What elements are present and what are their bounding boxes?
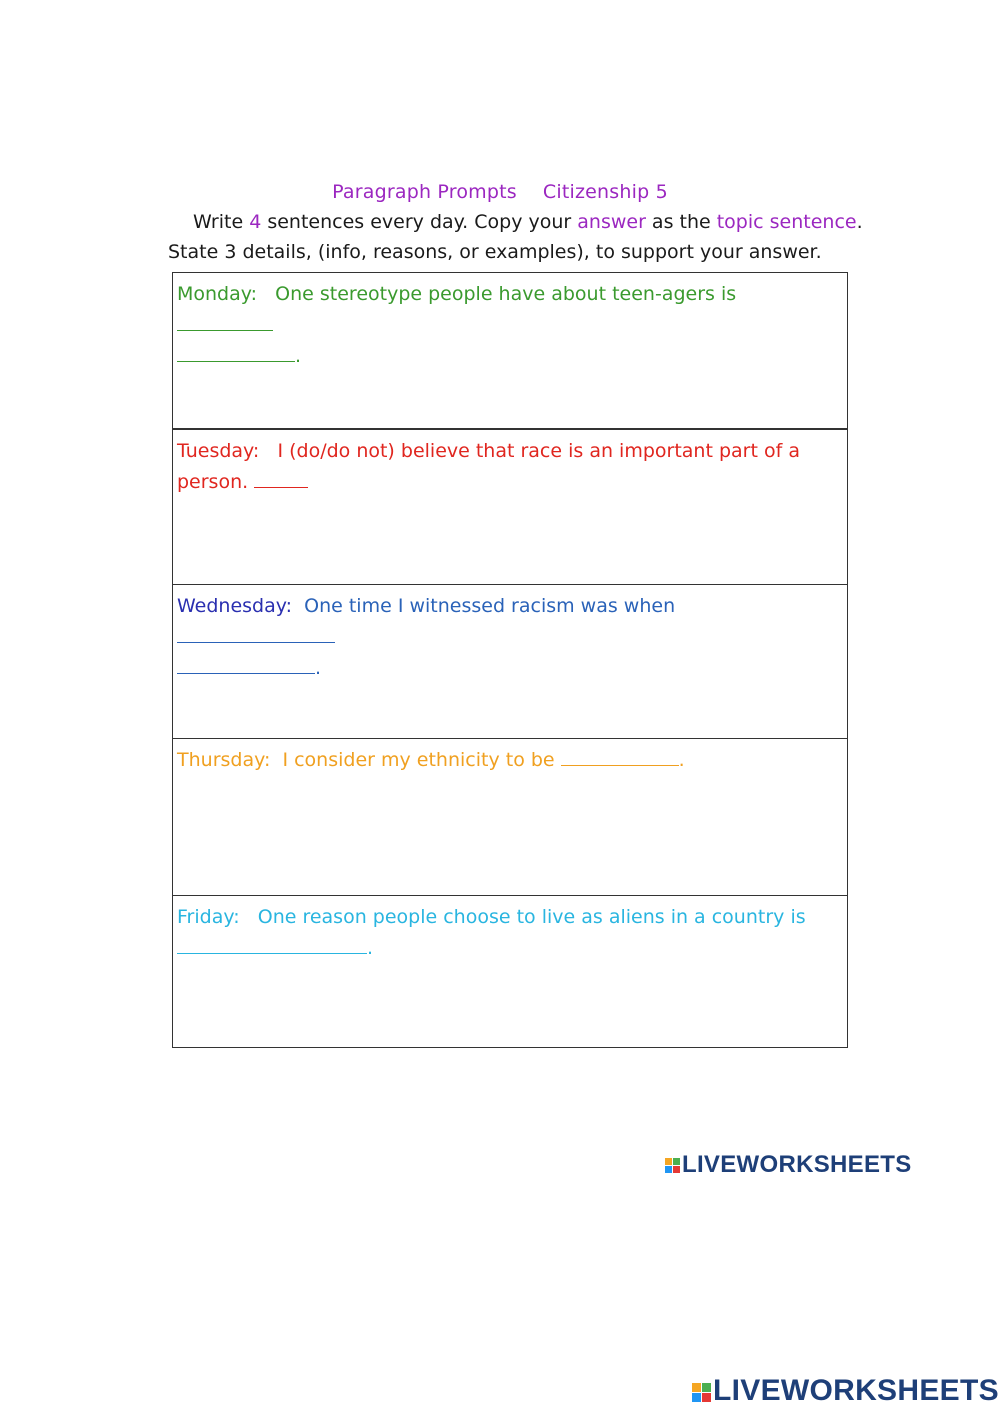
page-title <box>0 181 1000 203</box>
instruction-text: sentences every day. Copy your <box>261 211 578 233</box>
answer-blank[interactable] <box>177 345 295 362</box>
prompt-sentence: I consider my ethnicity to be <box>282 749 555 771</box>
instruction-text: as the <box>645 211 717 233</box>
title-left: Paragraph Prompts <box>332 181 517 203</box>
instruction-topic-word: topic sentence <box>716 211 857 233</box>
prompt-text <box>177 745 833 776</box>
prompt-table <box>172 272 848 1048</box>
prompt-sentence: One stereotype people have about teen-agers is <box>275 283 737 305</box>
prompt-end: . <box>295 345 302 367</box>
instruction-line-2: State 3 details, (info, reasons, or examples), to support your answer. <box>168 241 822 263</box>
prompt-row-wednesday[interactable] <box>173 585 847 738</box>
answer-blank[interactable] <box>177 626 335 643</box>
answer-blank[interactable] <box>254 471 308 488</box>
logo-text: LIVEWORKSHEETS <box>682 1151 912 1178</box>
liveworksheets-mark-icon <box>692 1383 711 1402</box>
day-label: Thursday: <box>177 749 271 771</box>
liveworksheets-logo-bottom <box>692 1374 999 1408</box>
day-label: Tuesday: <box>177 440 260 462</box>
day-label: Wednesday: <box>177 595 293 617</box>
prompt-sentence: I (do/do not) believe that race is an important part of a person. <box>177 440 800 493</box>
prompt-end: . <box>315 657 322 679</box>
prompt-sentence: One reason people choose to live as aliens in a country is <box>257 906 806 928</box>
prompt-sentence: One time I witnessed racism was when <box>304 595 676 617</box>
answer-blank[interactable] <box>177 314 273 331</box>
prompt-text <box>177 279 833 372</box>
day-label: Monday: <box>177 283 258 305</box>
prompt-text <box>177 591 833 684</box>
instruction-answer-word: answer <box>577 211 646 233</box>
day-label: Friday: <box>177 906 240 928</box>
instruction-text: . <box>856 211 863 233</box>
prompt-end: . <box>678 749 685 771</box>
prompt-text <box>177 902 833 964</box>
title-right: Citizenship 5 <box>542 181 668 203</box>
prompt-text <box>177 436 833 498</box>
prompt-row-monday[interactable] <box>173 273 847 428</box>
instruction-count: 4 <box>249 211 262 233</box>
prompt-row-tuesday[interactable] <box>173 430 847 583</box>
answer-blank[interactable] <box>561 749 679 766</box>
answer-blank[interactable] <box>177 937 367 954</box>
liveworksheets-logo <box>665 1151 912 1179</box>
prompt-row-thursday[interactable] <box>173 739 847 895</box>
prompt-row-friday[interactable] <box>173 896 847 1046</box>
instruction-text: Write <box>193 211 250 233</box>
answer-blank[interactable] <box>177 657 315 674</box>
liveworksheets-mark-icon <box>665 1158 680 1173</box>
logo-text: LIVEWORKSHEETS <box>713 1374 999 1407</box>
prompt-end: . <box>367 937 374 959</box>
instruction-line-1 <box>193 211 863 233</box>
